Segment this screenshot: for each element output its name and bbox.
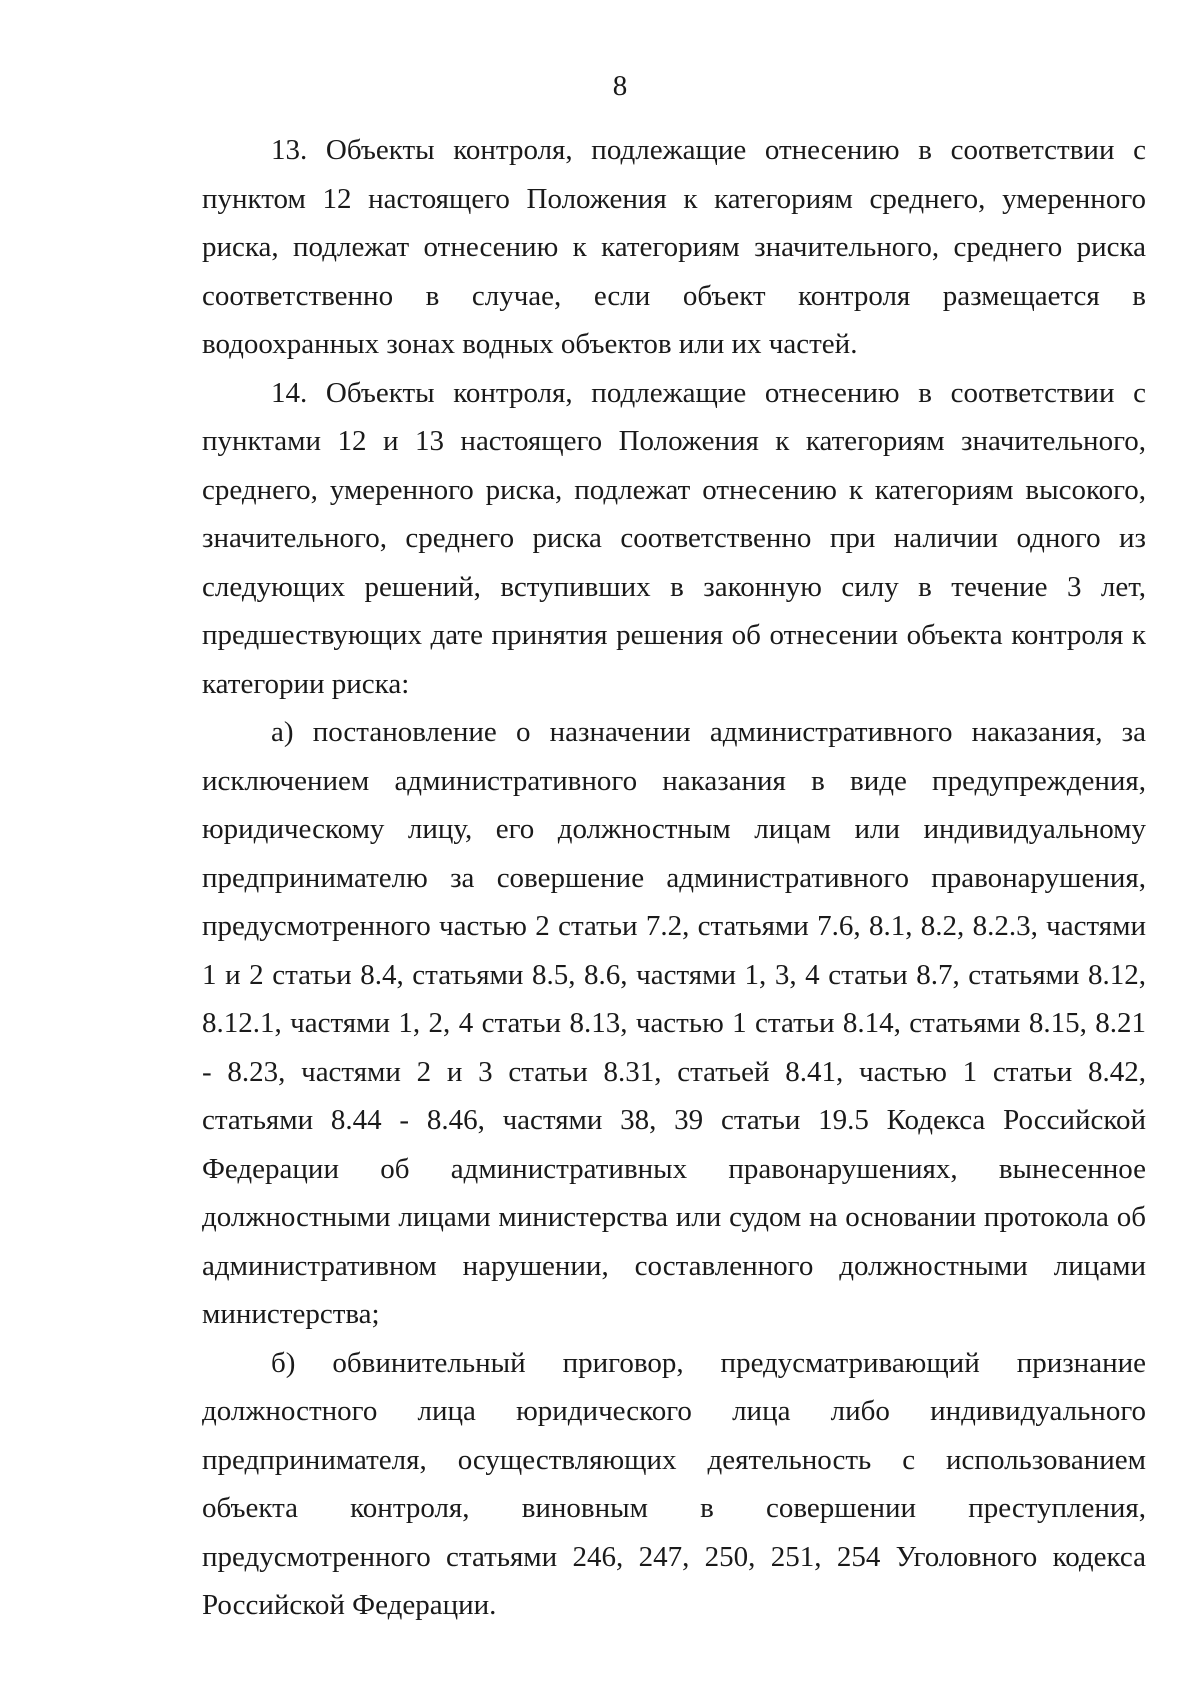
paragraph-14-a: а) постановление о назначении административного наказания, за исключением административного наказания в виде предупреждения, юридическому лицу, его должностным лицам или индивидуальному предпринимателю за совершение административного правонарушения, предусмотренного частью 2 статьи 7.2, статьями 7.6, 8.1, 8.2, 8.2.3, частями 1 и 2 статьи 8.4, статьями 8.5, 8.6, частями 1, 3, 4 статьи 8.7, статьями 8.12, 8.12.1, частями 1, 2, 4 статьи 8.13, частью 1 статьи 8.14, статьями 8.15, 8.21 - 8.23, частями 2 и 3 статьи 8.31, статьей 8.41, частью 1 статьи 8.42, статьями 8.44 - 8.46, частями 38, 39 статьи 19.5 Кодекса Российской Федерации об административных правонарушениях, вынесенное должностными лицами министерства или судом на основании протокола об административном нарушении, составленного должностными лицами министерства; [202,716,1146,1330]
paragraph-14: 14. Объекты контроля, подлежащие отнесению в соответствии с пунктами 12 и 13 настоящего Положения к категориям значительного, среднего, умеренного риска, подлежат отнесению к категориям высокого, значительного, среднего риска соответственно при наличии одного из следующих решений, вступивших в законную силу в течение 3 лет, предшествующих дате принятия решения об отнесении объекта контроля к категории риска: [202,376,1146,700]
paragraph-13: 13. Объекты контроля, подлежащие отнесению в соответствии с пунктом 12 настоящего Положения к категориям среднего, умеренного риска, подлежат отнесению к категориям значительного, среднего риска соответственно в случае, если объект контроля размещается в водоохранных зонах водных объектов или их частей. [202,134,1146,360]
document-body [202,126,1146,1630]
paragraph-14-b: б) обвинительный приговор, предусматривающий признание должностного лица юридического лица либо индивидуального предпринимателя, осуществляющих деятельность с использованием объекта контроля, виновным в совершении преступления, предусмотренного статьями 246, 247, 250, 251, 254 Уголовного кодекса Российской Федерации. [202,1346,1146,1621]
page-number: 8 [612,70,628,102]
